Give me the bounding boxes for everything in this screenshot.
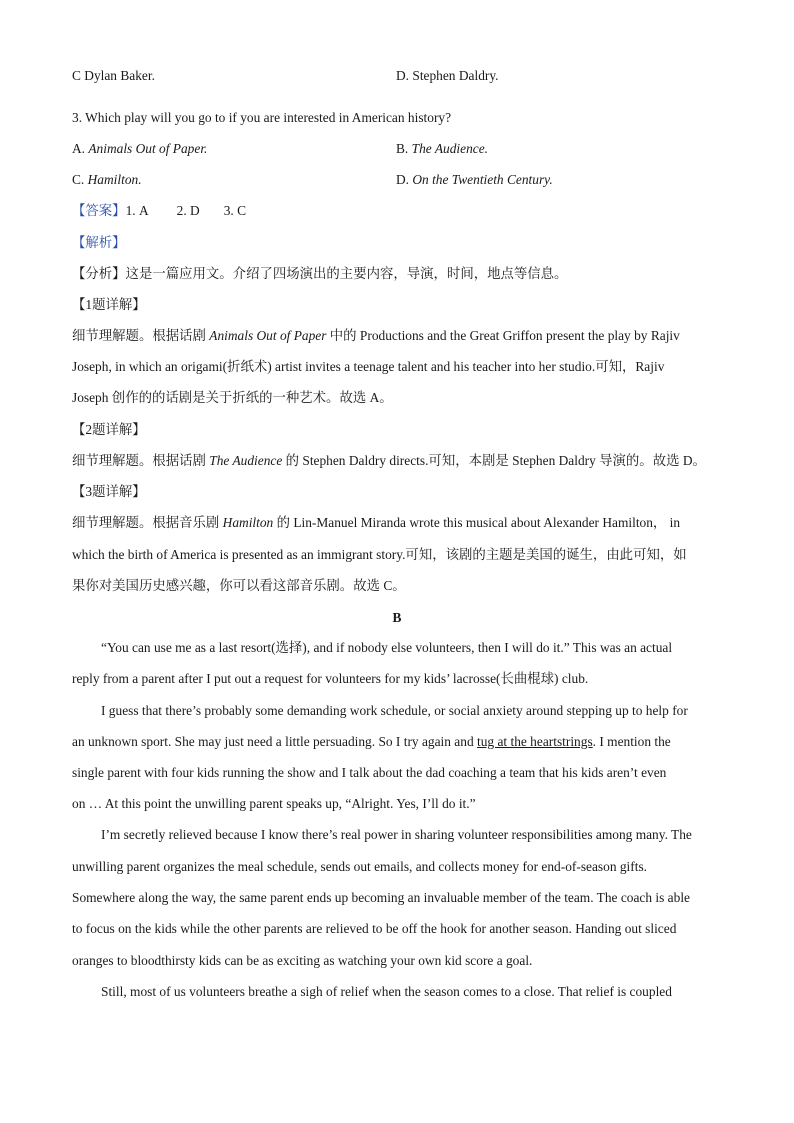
passage-p1-l1: “You can use me as a last resort(选择), and if nobody else volunteers, then I will do it.” This was an actual bbox=[101, 640, 673, 655]
detail-1-line-1: 细节理解题。根据话剧 Animals Out of Paper 中的 Productions and the Great Griffon present the play by Rajiv bbox=[72, 328, 680, 343]
analysis-label: 【解析】 bbox=[72, 235, 126, 250]
option-d-prev: D. Stephen Daldry. bbox=[396, 68, 499, 83]
answer-2: 2. D bbox=[176, 203, 200, 218]
passage-p2-l3: single parent with four kids running the show and I talk about the dad coaching a team that his kids aren’t even bbox=[72, 765, 667, 780]
answer-line bbox=[72, 202, 246, 220]
summary: 【分析】这是一篇应用文。介绍了四场演出的主要内容，导演，时间，地点等信息。 bbox=[72, 266, 568, 281]
q3-option-b: B. The Audience. bbox=[396, 141, 488, 156]
passage-p1-l2: reply from a parent after I put out a request for volunteers for my kids’ lacrosse(长曲棍球) club. bbox=[72, 671, 589, 686]
detail-3-line-3: 果你对美国历史感兴趣，你可以看这部音乐剧。故选 C。 bbox=[72, 578, 406, 593]
passage-p3-l3: Somewhere along the way, the same parent ends up becoming an invaluable member of the team. The coach is able bbox=[72, 890, 690, 905]
passage-p3-l4: to focus on the kids while the other parents are relieved to be off the hook for another season. Handing out sliced bbox=[72, 921, 677, 936]
section-b-heading: B bbox=[392, 610, 402, 625]
detail-3-line-1: 细节理解题。根据音乐剧 Hamilton 的 Lin-Manuel Miranda wrote this musical about Alexander Hamilton， in bbox=[72, 515, 681, 530]
detail-3-line-2: which the birth of America is presented as an immigrant story.可知，该剧的主题是美国的诞生，由此可知，如 bbox=[72, 547, 687, 562]
answer-label: 【答案】 bbox=[72, 203, 126, 218]
detail-2-header: 【2题详解】 bbox=[72, 422, 146, 437]
passage-p4-l1: Still, most of us volunteers breathe a sigh of relief when the season comes to a close. That relief is coupled bbox=[101, 984, 672, 999]
idiom-underlined: tug at the heartstrings bbox=[477, 734, 593, 749]
detail-1-header: 【1题详解】 bbox=[72, 297, 146, 312]
q3-option-c: C. Hamilton. bbox=[72, 172, 142, 187]
passage-p3-l2: unwilling parent organizes the meal schedule, sends out emails, and collects money for end-of-season gifts. bbox=[72, 859, 648, 874]
detail-1-line-3: Joseph 创作的的话剧是关于折纸的一种艺术。故选 A。 bbox=[72, 390, 393, 405]
q3-option-a: A. Animals Out of Paper. bbox=[72, 141, 208, 156]
passage-p3-l5: oranges to bloodthirsty kids can be as exciting as watching your own kid score a goal. bbox=[72, 953, 533, 968]
detail-1-line-2: Joseph, in which an origami(折纸术) artist invites a teenage talent and his teacher into her studio.可知，Rajiv bbox=[72, 359, 665, 374]
passage-p3-l1: I’m secretly relieved because I know there’s real power in sharing volunteer responsibilities among many. The bbox=[101, 827, 692, 842]
question-3: 3. Which play will you go to if you are interested in American history? bbox=[72, 110, 452, 125]
q3-option-d: D. On the Twentieth Century. bbox=[396, 172, 553, 187]
passage-p2-l2: an unknown sport. She may just need a little persuading. So I try again and tug at the heartstrings. I mention the bbox=[72, 734, 671, 749]
passage-p2-l4: on … At this point the unwilling parent speaks up, “Alright. Yes, I’ll do it.” bbox=[72, 796, 476, 811]
detail-2-line-1: 细节理解题。根据话剧 The Audience 的 Stephen Daldry directs.可知，本剧是 Stephen Daldry 导演的。故选 D。 bbox=[72, 453, 706, 468]
detail-3-header: 【3题详解】 bbox=[72, 484, 146, 499]
answer-3: 3. C bbox=[223, 203, 247, 218]
option-c-prev: C Dylan Baker. bbox=[72, 68, 155, 83]
passage-p2-l1: I guess that there’s probably some demanding work schedule, or social anxiety around stepping up to help for bbox=[101, 703, 688, 718]
answer-1: 1. A bbox=[125, 203, 149, 218]
